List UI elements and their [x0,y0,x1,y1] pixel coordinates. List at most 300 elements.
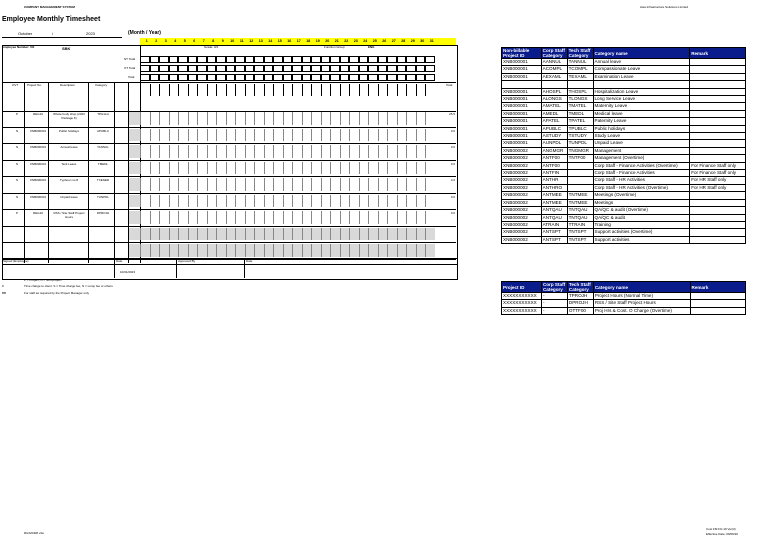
day-entry-cell[interactable] [340,195,350,208]
day-entry-cell[interactable] [292,112,302,125]
day-entry-cell[interactable] [368,244,378,257]
day-entry-cell[interactable] [254,145,264,158]
day-entry-cell[interactable] [349,211,359,224]
day-entry-cell[interactable] [292,244,302,257]
day-entry-cell[interactable] [368,129,378,142]
day-entry-cell[interactable] [302,112,312,125]
day-entry-cell[interactable] [178,112,188,125]
day-entry-cell[interactable] [254,228,264,241]
day-entry-cell[interactable] [368,112,378,125]
day-entry-cell[interactable] [330,195,340,208]
day-entry-cell[interactable] [406,145,416,158]
day-entry-cell[interactable] [235,129,245,142]
day-entry-cell[interactable] [283,178,293,191]
day-entry-cell[interactable] [254,178,264,191]
nonbillable-cell: ANTF00 [541,155,567,162]
day-entry-cell[interactable] [302,178,312,191]
day-entry-cell[interactable] [169,195,179,208]
day-entry-cell[interactable] [397,244,407,257]
day-entry-cell[interactable] [178,178,188,191]
day-entry-cell[interactable] [378,195,388,208]
day-entry-cell[interactable] [169,211,179,224]
day-entry-cell[interactable] [330,129,340,142]
day-entry-cell[interactable] [302,195,312,208]
day-number: 25 [372,39,377,43]
day-entry-cell[interactable] [387,211,397,224]
day-entry-cell[interactable] [150,244,160,257]
day-entry-cell[interactable] [349,162,359,175]
day-entry-cell[interactable] [264,195,274,208]
day-entry-cell[interactable] [330,162,340,175]
day-entry-cell[interactable] [416,112,426,125]
day-entry-cell[interactable] [150,112,160,125]
day-entry-cell[interactable] [368,211,378,224]
day-entry-cell[interactable] [378,244,388,257]
day-entry-cell[interactable] [321,112,331,125]
nonbillable-cell: Corp Staff - HR Activities [593,177,690,184]
day-entry-cell[interactable] [197,211,207,224]
day-entry-cell[interactable] [207,112,217,125]
day-entry-cell[interactable] [159,162,169,175]
day-entry-cell[interactable] [292,129,302,142]
day-entry-cell[interactable] [416,195,426,208]
day-entry-cell[interactable] [226,178,236,191]
day-entry-cell[interactable] [178,244,188,257]
day-entry-cell[interactable] [188,195,198,208]
day-entry-cell[interactable] [283,129,293,142]
day-entry-cell[interactable] [397,228,407,241]
day-entry-cell[interactable] [416,178,426,191]
day-entry-cell[interactable] [302,211,312,224]
day-entry-cell[interactable] [321,244,331,257]
day-entry-cell[interactable] [425,129,435,142]
day-entry-cell[interactable] [245,178,255,191]
day-entry-cell[interactable] [235,195,245,208]
day-entry-cell[interactable] [235,145,245,158]
day-entry-cell[interactable] [302,244,312,257]
day-entry-cell[interactable] [406,178,416,191]
day-entry-cell[interactable] [359,145,369,158]
day-entry-cell[interactable] [254,129,264,142]
day-entry-cell[interactable] [273,211,283,224]
day-entry-cell[interactable] [169,178,179,191]
day-entry-cell[interactable] [216,129,226,142]
day-entry-cell[interactable] [387,162,397,175]
day-entry-cell[interactable] [416,244,426,257]
day-entry-cell[interactable] [292,162,302,175]
day-entry-cell[interactable] [416,162,426,175]
day-entry-cell[interactable] [216,211,226,224]
day-entry-cell[interactable] [330,112,340,125]
day-entry-cell[interactable] [264,145,274,158]
day-entry-cell[interactable] [292,178,302,191]
day-entry-cell[interactable] [264,211,274,224]
day-entry-cell[interactable] [226,244,236,257]
day-entry-cell[interactable] [321,145,331,158]
day-entry-cell[interactable] [197,228,207,241]
day-entry-cell[interactable] [283,112,293,125]
day-entry-cell[interactable] [406,228,416,241]
day-entry-cell[interactable] [330,145,340,158]
day-entry-cell[interactable] [159,195,169,208]
day-entry-cell[interactable] [140,244,150,257]
day-entry-cell[interactable] [159,211,169,224]
day-number: 19 [315,39,320,43]
day-entry-cell[interactable] [283,244,293,257]
day-entry-cell[interactable] [159,145,169,158]
day-entry-cell[interactable] [216,228,226,241]
day-entry-cell[interactable] [207,211,217,224]
day-entry-cell[interactable] [283,162,293,175]
day-entry-cell[interactable] [340,244,350,257]
day-entry-cell[interactable] [178,228,188,241]
day-entry-cell[interactable] [226,129,236,142]
day-entry-cell[interactable] [178,145,188,158]
day-entry-cell[interactable] [397,112,407,125]
day-entry-cell[interactable] [311,162,321,175]
summary-cell [283,74,293,81]
day-entry-cell[interactable] [235,244,245,257]
day-entry-cell[interactable] [178,211,188,224]
day-entry-cell[interactable] [311,211,321,224]
day-entry-cell[interactable] [340,112,350,125]
day-entry-cell[interactable] [368,178,378,191]
day-entry-cell[interactable] [273,228,283,241]
day-entry-cell[interactable] [207,129,217,142]
day-entry-cell[interactable] [178,129,188,142]
project-cell: OTTF00 [567,307,593,314]
day-entry-cell[interactable] [235,162,245,175]
day-entry-cell[interactable] [387,195,397,208]
day-entry-cell[interactable] [311,178,321,191]
day-entry-cell[interactable] [311,228,321,241]
summary-cell [178,74,188,81]
day-entry-cell[interactable] [273,112,283,125]
day-entry-cell[interactable] [245,145,255,158]
day-entry-cell[interactable] [264,112,274,125]
day-entry-cell[interactable] [140,162,150,175]
day-entry-cell[interactable] [207,145,217,158]
day-entry-cell[interactable] [264,228,274,241]
day-entry-cell[interactable] [378,145,388,158]
day-entry-cell[interactable] [416,228,426,241]
day-entry-cell[interactable] [359,178,369,191]
day-entry-cell[interactable] [292,211,302,224]
day-entry-cell[interactable] [387,145,397,158]
day-entry-cell[interactable] [273,178,283,191]
day-entry-cell[interactable] [349,178,359,191]
day-entry-cell[interactable] [159,129,169,142]
day-entry-cell[interactable] [321,228,331,241]
weekday-cell [368,84,378,96]
day-entry-cell[interactable] [311,244,321,257]
day-entry-cell[interactable] [359,244,369,257]
day-entry-cell[interactable] [188,228,198,241]
day-entry-cell[interactable] [416,211,426,224]
day-entry-cell[interactable] [406,162,416,175]
day-entry-cell[interactable] [207,228,217,241]
day-entry-cell[interactable] [330,228,340,241]
day-entry-cell[interactable] [406,244,416,257]
day-entry-cell[interactable] [245,211,255,224]
day-entry-cell[interactable] [359,228,369,241]
day-entry-cell[interactable] [178,162,188,175]
day-entry-cell[interactable] [302,162,312,175]
day-entry-cell[interactable] [197,112,207,125]
day-entry-cell[interactable] [368,195,378,208]
day-entry-cell[interactable] [340,129,350,142]
day-entry-cell[interactable] [264,162,274,175]
day-entry-cell[interactable] [197,162,207,175]
day-entry-cell[interactable] [188,162,198,175]
day-entry-cell[interactable] [302,129,312,142]
day-entry-cell[interactable] [340,145,350,158]
day-entry-cell[interactable] [349,129,359,142]
day-entry-cell[interactable] [425,244,435,257]
day-entry-cell[interactable] [406,129,416,142]
summary-cell [254,74,264,81]
day-entry-cell[interactable] [349,244,359,257]
day-entry-cell[interactable] [425,228,435,241]
day-entry-cell[interactable] [302,228,312,241]
day-entry-cell[interactable] [216,145,226,158]
day-entry-cell[interactable] [292,145,302,158]
day-entry-cell[interactable] [207,162,217,175]
day-entry-cell[interactable] [330,178,340,191]
day-entry-cell[interactable] [378,178,388,191]
day-entry-cell[interactable] [235,211,245,224]
day-entry-cell[interactable] [359,129,369,142]
day-entry-cell[interactable] [292,195,302,208]
day-entry-cell[interactable] [321,195,331,208]
day-entry-cell[interactable] [406,211,416,224]
day-entry-cell[interactable] [245,244,255,257]
day-entry-cell[interactable] [425,145,435,158]
day-entry-cell[interactable] [368,145,378,158]
day-entry-cell[interactable] [207,244,217,257]
day-entry-cell[interactable] [169,129,179,142]
day-entry-cell[interactable] [197,129,207,142]
day-entry-cell[interactable] [188,145,198,158]
nonbillable-cell: TNTSPT [567,236,593,243]
day-entry-cell[interactable] [245,162,255,175]
day-entry-cell[interactable] [216,178,226,191]
day-entry-cell[interactable] [235,112,245,125]
day-entry-cell[interactable] [387,178,397,191]
day-entry-cell[interactable] [140,129,150,142]
day-entry-cell[interactable] [321,178,331,191]
day-entry-cell[interactable] [378,162,388,175]
day-entry-cell[interactable] [349,112,359,125]
day-entry-cell[interactable] [406,112,416,125]
day-entry-cell[interactable] [169,228,179,241]
day-entry-cell[interactable] [368,228,378,241]
day-entry-cell[interactable] [140,112,150,125]
note-1: P = Project, N = Non-project [24,278,62,282]
day-entry-cell[interactable] [340,211,350,224]
day-entry-cell[interactable] [150,129,160,142]
nonbillable-cell: ANTQAU [541,207,567,214]
month-field[interactable]: October [18,31,33,36]
day-entry-cell[interactable] [150,211,160,224]
day-entry-cell[interactable] [387,228,397,241]
day-entry-cell[interactable] [397,162,407,175]
day-entry-cell[interactable] [140,228,150,241]
day-entry-cell[interactable] [226,211,236,224]
day-entry-cell[interactable] [169,112,179,125]
day-entry-cell[interactable] [273,145,283,158]
day-entry-cell[interactable] [378,211,388,224]
day-entry-cell[interactable] [311,195,321,208]
day-entry-cell[interactable] [387,112,397,125]
day-entry-cell[interactable] [226,112,236,125]
day-entry-cell[interactable] [264,129,274,142]
day-entry-cell[interactable] [169,162,179,175]
day-entry-cell[interactable] [216,112,226,125]
day-entry-cell[interactable] [188,211,198,224]
day-number: 10 [230,39,235,43]
day-entry-cell[interactable] [359,112,369,125]
day-entry-cell[interactable] [216,162,226,175]
day-entry-cell[interactable] [216,195,226,208]
day-entry-cell[interactable] [311,129,321,142]
day-entry-cell[interactable] [188,178,198,191]
day-entry-cell[interactable] [188,112,198,125]
nonbillable-row [502,155,746,162]
day-entry-cell[interactable] [273,129,283,142]
day-entry-cell[interactable] [197,178,207,191]
day-entry-cell[interactable] [169,244,179,257]
day-entry-cell[interactable] [368,162,378,175]
day-entry-cell[interactable] [321,162,331,175]
day-entry-cell[interactable] [321,211,331,224]
day-entry-cell[interactable] [397,211,407,224]
day-entry-cell[interactable] [159,178,169,191]
day-entry-cell[interactable] [349,195,359,208]
day-entry-cell[interactable] [150,145,160,158]
day-entry-cell[interactable] [245,129,255,142]
day-entry-cell[interactable] [207,195,217,208]
day-entry-cell[interactable] [425,112,435,125]
day-entry-cell[interactable] [235,178,245,191]
day-entry-cell[interactable] [283,228,293,241]
day-entry-cell[interactable] [292,228,302,241]
nonbillable-row [502,73,746,80]
day-entry-cell[interactable] [226,195,236,208]
day-entry-cell[interactable] [425,211,435,224]
day-entry-cell[interactable] [340,162,350,175]
day-entry-cell[interactable] [302,145,312,158]
day-entry-cell[interactable] [397,145,407,158]
day-entry-cell[interactable] [378,228,388,241]
day-entry-cell[interactable] [311,145,321,158]
day-entry-cell[interactable] [273,244,283,257]
day-entry-cell[interactable] [140,145,150,158]
day-entry-cell[interactable] [359,211,369,224]
day-entry-cell[interactable] [425,178,435,191]
day-entry-cell[interactable] [311,112,321,125]
day-entry-cell[interactable] [264,244,274,257]
day-entry-cell[interactable] [159,112,169,125]
day-entry-cell[interactable] [150,195,160,208]
day-entry-cell[interactable] [197,145,207,158]
day-entry-cell[interactable] [387,129,397,142]
day-entry-cell[interactable] [150,178,160,191]
day-entry-cell[interactable] [425,195,435,208]
day-entry-cell[interactable] [188,129,198,142]
day-entry-cell[interactable] [254,195,264,208]
day-entry-cell[interactable] [226,162,236,175]
day-entry-cell[interactable] [197,195,207,208]
day-entry-cell[interactable] [359,162,369,175]
day-entry-cell[interactable] [359,195,369,208]
day-entry-cell[interactable] [150,228,160,241]
day-entry-cell[interactable] [159,228,169,241]
day-entry-cell[interactable] [283,195,293,208]
day-entry-cell[interactable] [416,129,426,142]
day-entry-cell[interactable] [397,129,407,142]
day-entry-cell[interactable] [245,195,255,208]
day-entry-cell[interactable] [349,228,359,241]
year-field[interactable]: 2023 [86,31,95,36]
day-entry-cell[interactable] [378,112,388,125]
day-entry-cell[interactable] [378,129,388,142]
day-entry-cell[interactable] [140,178,150,191]
day-entry-cell[interactable] [397,178,407,191]
day-entry-cell[interactable] [169,145,179,158]
day-entry-cell[interactable] [264,178,274,191]
day-entry-cell[interactable] [140,195,150,208]
day-entry-cell[interactable] [245,112,255,125]
day-entry-cell[interactable] [254,211,264,224]
day-entry-cell[interactable] [283,145,293,158]
day-entry-cell[interactable] [254,244,264,257]
project-cell [690,307,745,314]
day-entry-cell[interactable] [406,195,416,208]
day-entry-cell[interactable] [283,211,293,224]
day-entry-cell[interactable] [349,145,359,158]
day-entry-cell[interactable] [207,178,217,191]
day-entry-cell[interactable] [150,162,160,175]
day-entry-cell[interactable] [226,228,236,241]
day-entry-cell[interactable] [340,178,350,191]
day-entry-cell[interactable] [178,195,188,208]
day-entry-cell[interactable] [273,195,283,208]
day-entry-cell[interactable] [245,228,255,241]
day-entry-cell[interactable] [226,145,236,158]
summary-cell [264,65,274,72]
day-entry-cell[interactable] [254,112,264,125]
nonbillable-cell: XNB000001 [502,73,542,80]
day-entry-cell[interactable] [197,244,207,257]
day-entry-cell[interactable] [330,211,340,224]
day-entry-cell[interactable] [216,244,226,257]
day-entry-cell[interactable] [273,162,283,175]
day-entry-cell[interactable] [188,244,198,257]
day-entry-cell[interactable] [330,244,340,257]
day-entry-cell[interactable] [387,244,397,257]
day-entry-cell[interactable] [397,195,407,208]
day-entry-cell[interactable] [159,244,169,257]
nonbillable-cell: TNTMEE [567,199,593,206]
day-entry-cell[interactable] [425,162,435,175]
day-entry-cell[interactable] [321,129,331,142]
day-entry-cell[interactable] [235,228,245,241]
day-entry-cell[interactable] [140,211,150,224]
day-entry-cell[interactable] [416,145,426,158]
day-entry-cell[interactable] [340,228,350,241]
day-entry-cell[interactable] [254,162,264,175]
